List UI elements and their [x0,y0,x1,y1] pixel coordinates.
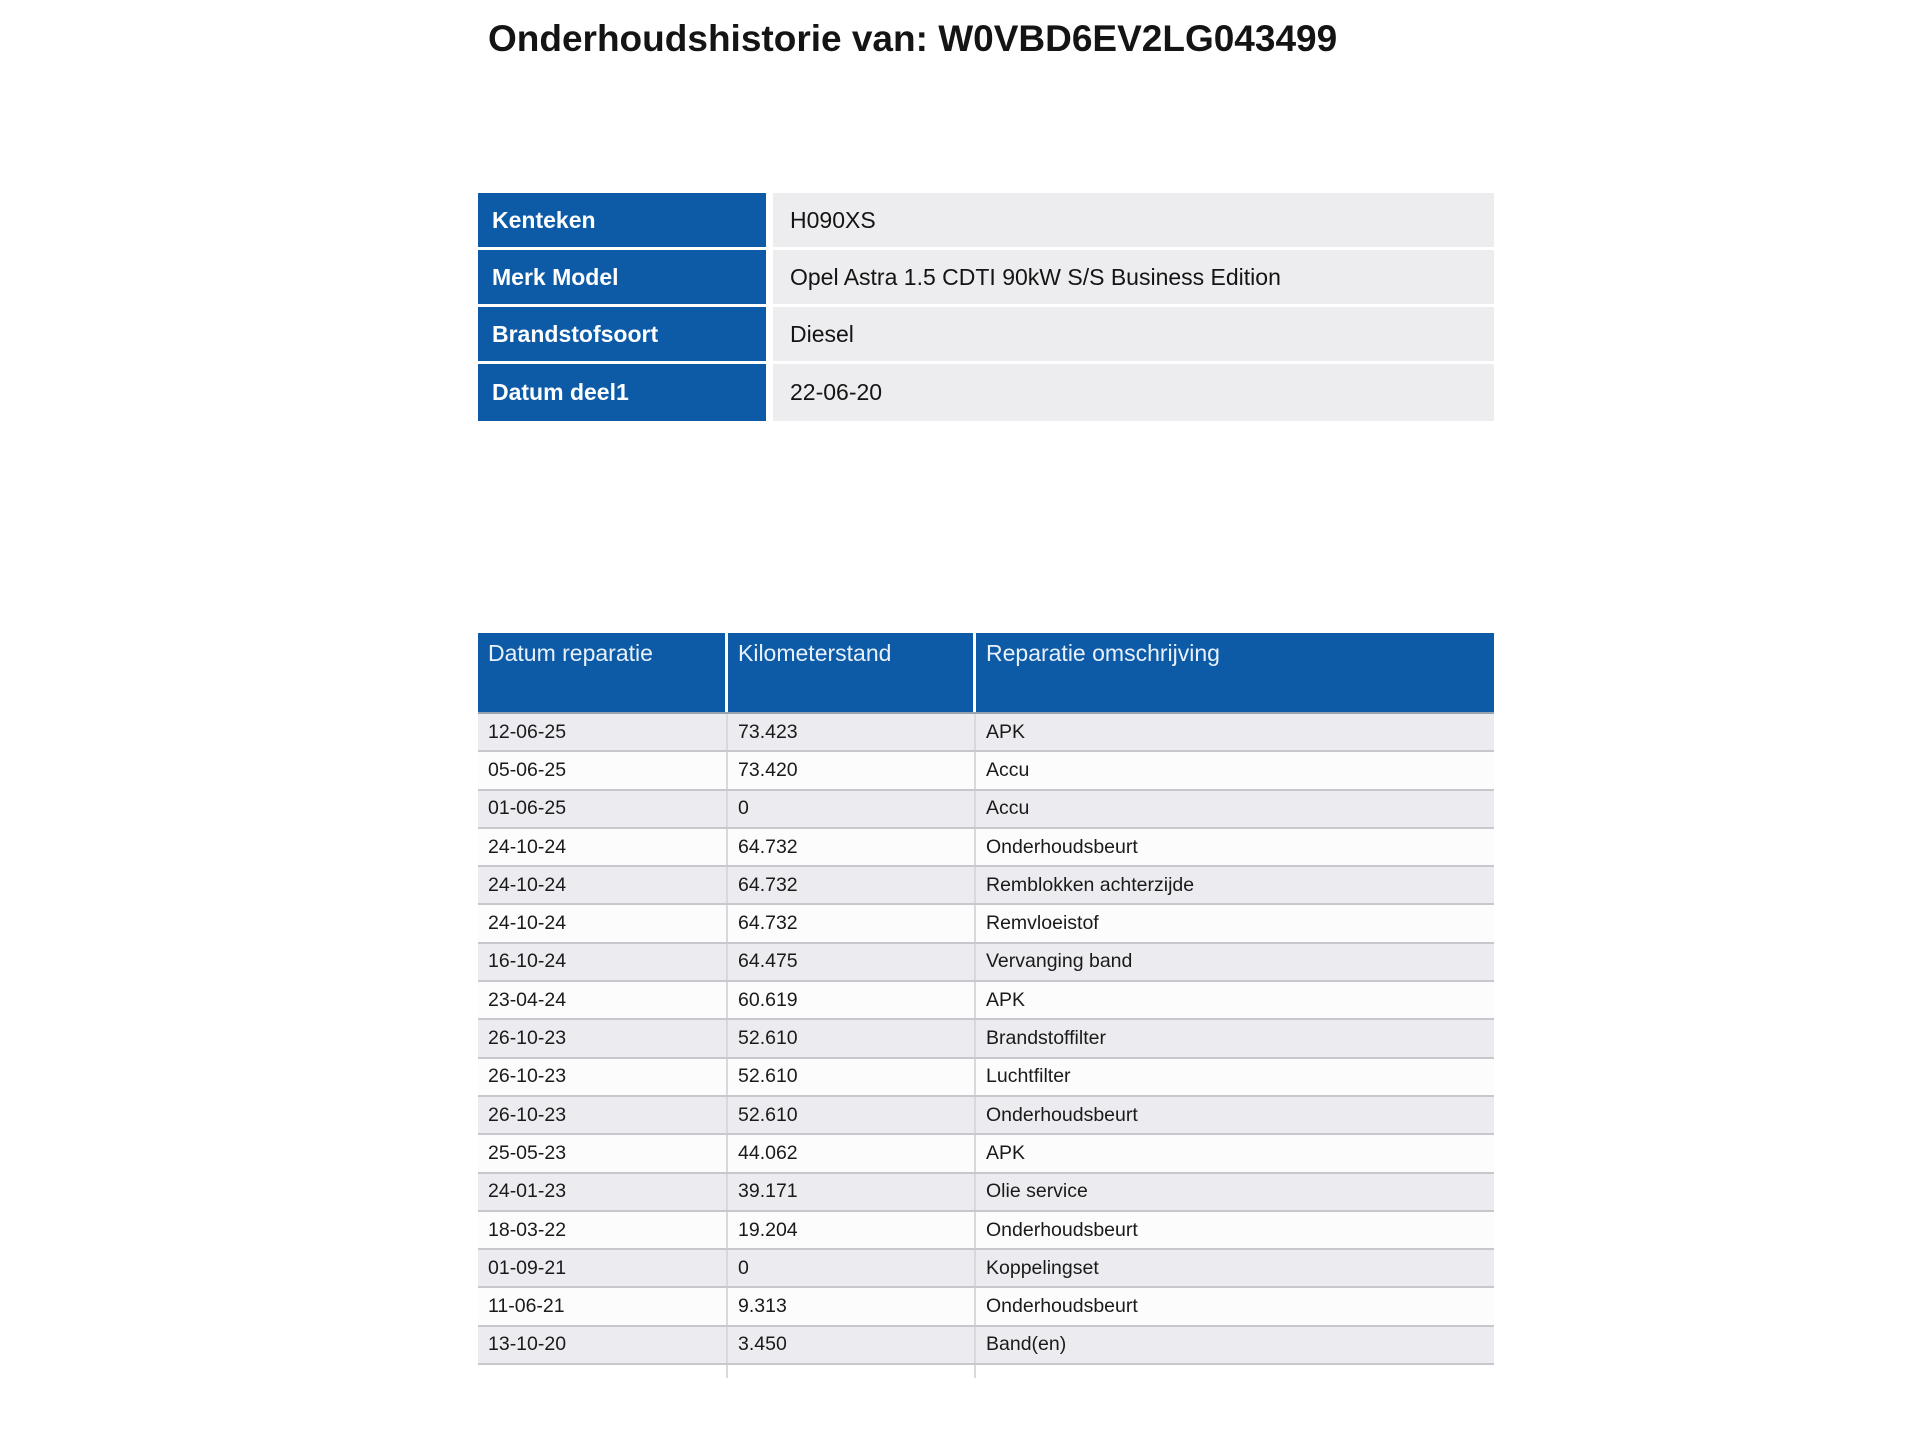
table-row [478,867,1494,905]
table-row [478,944,1494,982]
mileage-cell: 9.313 [728,1288,976,1324]
repair-date-cell: 18-03-22 [478,1212,728,1248]
repair-date-cell: 11-06-21 [478,1288,728,1324]
table-row [478,1212,1494,1250]
repair-history-empty-partial-row [478,1365,1494,1378]
vehicle-info-row [478,364,1494,421]
repair-description-cell: Onderhoudsbeurt [986,1295,1138,1318]
repair-description-cell: Olie service [986,1180,1088,1203]
repair-date-cell: 16-10-24 [478,944,728,980]
table-row [478,982,1494,1020]
table-row [478,1097,1494,1135]
mileage-cell: 0 [728,791,976,827]
repair-description-cell: APK [986,1141,1026,1164]
repair-history-body [478,714,1494,1365]
vehicle-info-row [478,250,1494,307]
mileage-cell: 39.171 [728,1174,976,1210]
vehicle-info-label: Datum deel1 [478,364,773,421]
repair-date-cell: 13-10-20 [478,1327,728,1363]
repair-description-cell: Onderhoudsbeurt [986,1218,1138,1241]
repair-date-cell: 24-10-24 [478,829,728,865]
repair-date-cell: 24-01-23 [478,1174,728,1210]
mileage-cell: 44.062 [728,1135,976,1171]
repair-description-cell: Luchtfilter [986,1065,1071,1088]
history-column-header: Kilometerstand [728,633,976,712]
mileage-cell: 19.204 [728,1212,976,1248]
vehicle-info-value: H090XS [773,193,1494,250]
repair-description-cell: APK [986,720,1026,743]
table-row [478,1135,1494,1173]
vehicle-info-row [478,307,1494,364]
table-row [478,1020,1494,1058]
vehicle-info-value: 22-06-20 [773,364,1494,421]
repair-history-header-row [478,633,1494,714]
repair-date-cell: 23-04-24 [478,982,728,1018]
mileage-cell: 60.619 [728,982,976,1018]
table-row [478,1059,1494,1097]
repair-date-cell: 05-06-25 [478,752,728,788]
repair-date-cell: 24-10-24 [478,867,728,903]
table-row [478,791,1494,829]
mileage-cell: 73.420 [728,752,976,788]
vehicle-info-table [478,193,1494,421]
repair-date-cell: 26-10-23 [478,1097,728,1133]
repair-description-cell: Band(en) [986,1333,1067,1356]
repair-description-cell: Koppelingset [986,1256,1099,1279]
table-row [478,1250,1494,1288]
vehicle-info-value: Diesel [773,307,1494,364]
empty-cell [976,1365,1494,1378]
vehicle-info-label: Kenteken [478,193,773,250]
vehicle-info-label: Brandstofsoort [478,307,773,364]
repair-date-cell: 25-05-23 [478,1135,728,1171]
repair-description-cell: APK [986,988,1026,1011]
table-row [478,905,1494,943]
mileage-cell: 64.732 [728,905,976,941]
table-row [478,829,1494,867]
empty-cell [728,1365,976,1378]
mileage-cell: 64.732 [728,867,976,903]
mileage-cell: 3.450 [728,1327,976,1363]
repair-description-cell: Onderhoudsbeurt [986,835,1138,858]
mileage-cell: 64.732 [728,829,976,865]
repair-description-cell: Accu [986,758,1030,781]
repair-description-cell: Remblokken achterzijde [986,873,1195,896]
repair-date-cell: 26-10-23 [478,1059,728,1095]
repair-date-cell: 01-09-21 [478,1250,728,1286]
vehicle-info-row [478,193,1494,250]
repair-description-cell: Onderhoudsbeurt [986,1103,1138,1126]
mileage-cell: 52.610 [728,1059,976,1095]
vehicle-info-label: Merk Model [478,250,773,307]
history-column-header: Reparatie omschrijving [986,640,1220,666]
table-row [478,1327,1494,1365]
mileage-cell: 0 [728,1250,976,1286]
table-row [478,714,1494,752]
empty-cell [478,1365,728,1378]
repair-date-cell: 01-06-25 [478,791,728,827]
repair-date-cell: 26-10-23 [478,1020,728,1056]
vehicle-info-value: Opel Astra 1.5 CDTI 90kW S/S Business Edition [773,250,1494,307]
mileage-cell: 73.423 [728,714,976,750]
mileage-cell: 52.610 [728,1020,976,1056]
mileage-cell: 64.475 [728,944,976,980]
table-row [478,1288,1494,1326]
repair-description-cell: Vervanging band [986,950,1133,973]
table-row [478,1174,1494,1212]
repair-description-cell: Accu [986,797,1030,820]
history-column-header: Datum reparatie [478,633,728,712]
repair-date-cell: 24-10-24 [478,905,728,941]
mileage-cell: 52.610 [728,1097,976,1133]
repair-date-cell: 12-06-25 [478,714,728,750]
page-title: Onderhoudshistorie van: W0VBD6EV2LG043499 [488,18,1338,59]
repair-description-cell: Remvloeistof [986,912,1099,935]
repair-description-cell: Brandstoffilter [986,1027,1106,1050]
table-row [478,752,1494,790]
repair-history-table [478,633,1494,1378]
